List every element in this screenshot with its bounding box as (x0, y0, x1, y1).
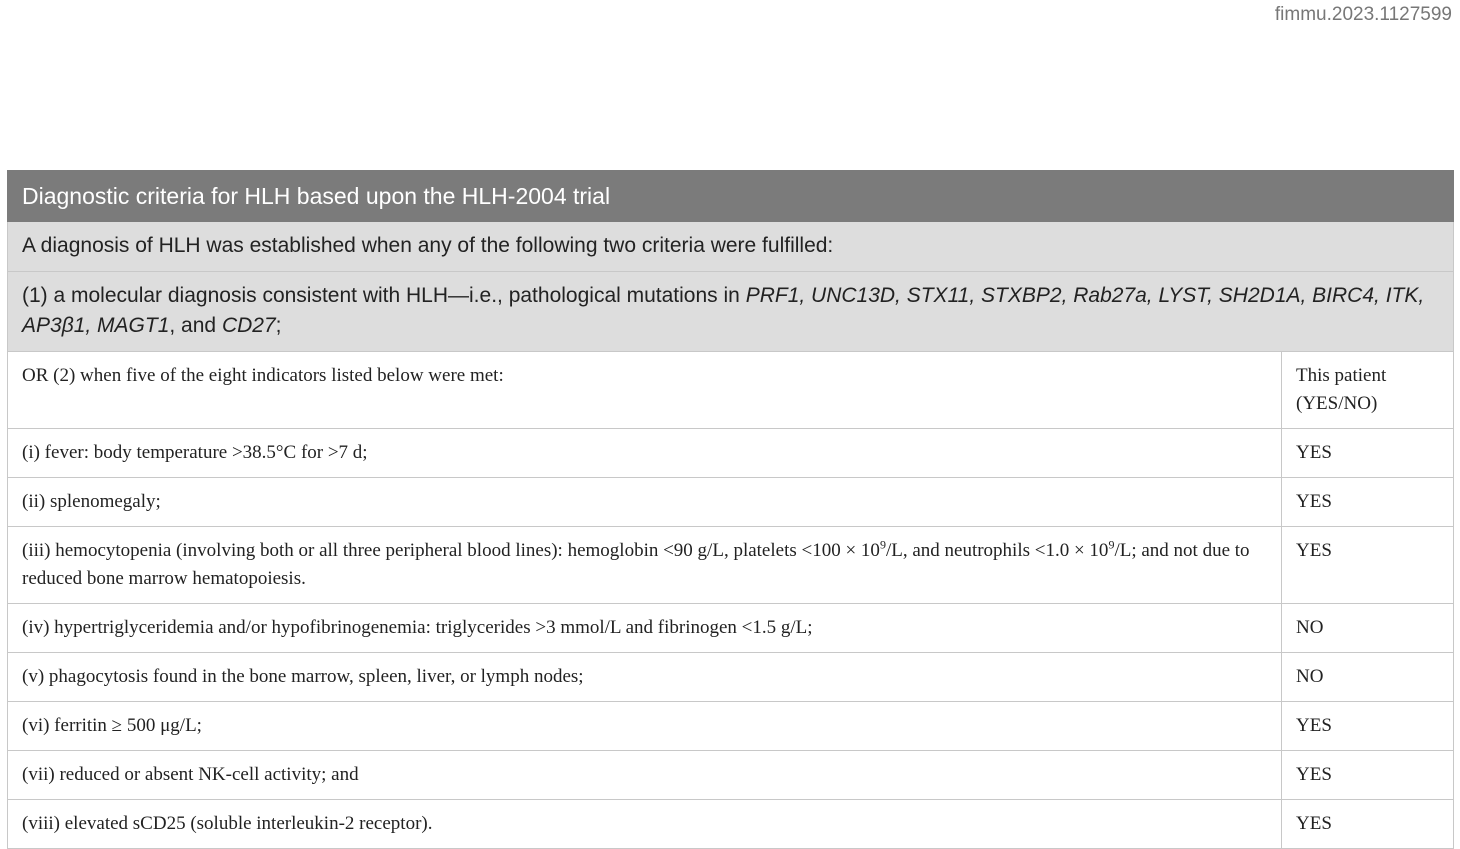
answer-cell: YES (1282, 429, 1454, 478)
criterion1-suffix: ; (275, 314, 282, 337)
criterion2-header-row (8, 352, 1454, 429)
table-row (8, 429, 1454, 478)
indicator-cell: (vi) ferritin ≥ 500 μg/L; (8, 702, 1282, 751)
answer-cell: YES (1282, 527, 1454, 604)
document-id: fimmu.2023.1127599 (1274, 4, 1452, 25)
answer-cell: YES (1282, 800, 1454, 849)
indicator-text-part: (iii) hemocytopenia (involving both or all three peripheral blood lines): hemoglobin <90 g/L, platelets <100 × 10 (22, 540, 880, 561)
answer-cell: YES (1282, 478, 1454, 527)
intro-row (8, 222, 1454, 272)
indicator-cell: (vii) reduced or absent NK-cell activity; and (8, 751, 1282, 800)
table-row (8, 604, 1454, 653)
criterion1-prefix: (1) a molecular diagnosis consistent with HLH—i.e., pathological mutations in (22, 284, 746, 307)
hlh-criteria-table (7, 170, 1454, 849)
superscript: 9 (879, 537, 886, 552)
table-row (8, 478, 1454, 527)
table-row (8, 751, 1454, 800)
answer-cell: YES (1282, 751, 1454, 800)
indicator-cell: (ii) splenomegaly; (8, 478, 1282, 527)
indicator-text-part: /L, and neutrophils <1.0 × 10 (885, 540, 1109, 561)
answer-cell: NO (1282, 604, 1454, 653)
intro-text: A diagnosis of HLH was established when any of the following two criteria were fulfilled: (8, 222, 1454, 272)
criterion2-header: OR (2) when five of the eight indicators listed below were met: (8, 352, 1282, 429)
table-row (8, 800, 1454, 849)
table-title-row (8, 171, 1454, 222)
indicator-cell: (i) fever: body temperature >38.5°C for >7 d; (8, 429, 1282, 478)
criterion1-row (8, 272, 1454, 352)
criterion1-genes-b: CD27 (221, 314, 276, 337)
criterion1-genes-a: PRF1, UNC13D, STX11, STXBP2, Rab27a, LYST, SH2D1A, BIRC4, ITK, AP3β1, MAGT1 (22, 284, 1425, 337)
criterion1-conjunction: , and (169, 314, 222, 337)
indicator-cell: (iv) hypertriglyceridemia and/or hypofibrinogenemia: triglycerides >3 mmol/L and fibrinogen <1.5 g/L; (8, 604, 1282, 653)
table-row (8, 702, 1454, 751)
indicator-cell: (v) phagocytosis found in the bone marrow, spleen, liver, or lymph nodes; (8, 653, 1282, 702)
indicator-text-part: /L; and not due to reduced bone marrow hematopoiesis. (22, 540, 1250, 589)
criterion1-text (8, 272, 1454, 352)
table-row (8, 527, 1454, 604)
answer-header: This patient (YES/NO) (1282, 352, 1454, 429)
indicator-cell: (viii) elevated sCD25 (soluble interleukin-2 receptor). (8, 800, 1282, 849)
table-row (8, 653, 1454, 702)
superscript: 9 (1108, 537, 1115, 552)
answer-cell: NO (1282, 653, 1454, 702)
table-title: Diagnostic criteria for HLH based upon the HLH-2004 trial (8, 171, 1454, 222)
answer-cell: YES (1282, 702, 1454, 751)
indicator-cell (8, 527, 1282, 604)
